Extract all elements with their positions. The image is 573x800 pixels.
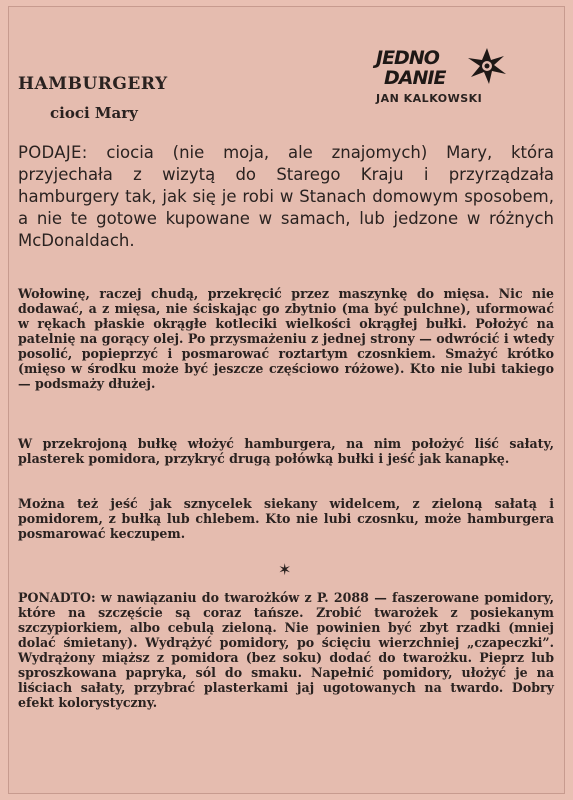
author-name: JAN KALKOWSKI	[376, 92, 483, 105]
body-paragraph-2: W przekrojoną bułkę włożyć hamburgera, na nim położyć liść sałaty, plasterek pomidora, przykryć drugą połówką bułki i jeść jak kanapkę.	[18, 436, 554, 466]
separator-star: ✶	[278, 560, 292, 579]
article-title: HAMBURGERY	[18, 74, 168, 94]
lead-caps: PODAJE:	[18, 143, 88, 162]
body-paragraph-1: Wołowinę, raczej chudą, przekręcić przez maszynkę do mięsa. Nic nie dodawać, a z mięsa, nie ściskając go zbytnio (ma być pulchne), uformować w rękach płaskie okrągłe kotleciki wielkości okrągłej bułki. Położyć na patelnię na gorący olej. Po przysmażeniu z jednej strony — odwrócić i wtedy posolić, popieprzyć i posmarować roztartym czosnkiem. Smażyć krótko (mięso w środku może być jeszcze częściowo różowe). Kto nie lubi takiego — podsmaży dłużej.	[18, 286, 554, 391]
p4-text: w nawiązaniu do twarożków z P. 2088 — faszerowane pomidory, które na szczęście są coraz tańsze. Zrobić twarożek z posiekanym szczypiorkiem, albo cebulą zieloną. Nie powinien być zbyt rzadki (mniej dolać śmietany). Wydrążyć pomidory, po ścięciu wierzchniej „czapeczki”. Wydrążony miąższ z pomidora (bez soku) dodać do twarożku. Pieprz lub sproszkowana papryka, sól do smaku. Napełnić pomidory, ułożyć je na liściach sałaty, przybrać plasterkami jaj ugotowanych na twardo. Dobry efekt kolorystyczny.	[18, 590, 554, 710]
lead-text: ciocia (nie moja, ale znajomych) Mary, która przyjechała z wizytą do Starego Kraju i przyrządzała hamburgery tak, jak się je robi w Stanach domowym sposobem, a nie te gotowe kupowane w samach, lub jedzone w różnych McDonaldach.	[18, 143, 554, 250]
body-paragraph-3: Można też jeść jak sznycelek siekany widelcem, z zieloną sałatą i pomidorem, z bułką lub chlebem. Kto nie lubi czosnku, może hamburgera posmarować keczupem.	[18, 496, 554, 541]
p4-caps: PONADTO:	[18, 590, 96, 605]
logo-line-2: DANIE	[384, 67, 446, 89]
body-paragraph-4	[18, 590, 554, 710]
star-flower-icon	[464, 46, 510, 86]
logo-line-1: JEDNO	[376, 47, 439, 69]
column-logo	[374, 42, 524, 114]
lead-paragraph	[18, 142, 554, 252]
article-subtitle: cioci Mary	[50, 104, 138, 122]
